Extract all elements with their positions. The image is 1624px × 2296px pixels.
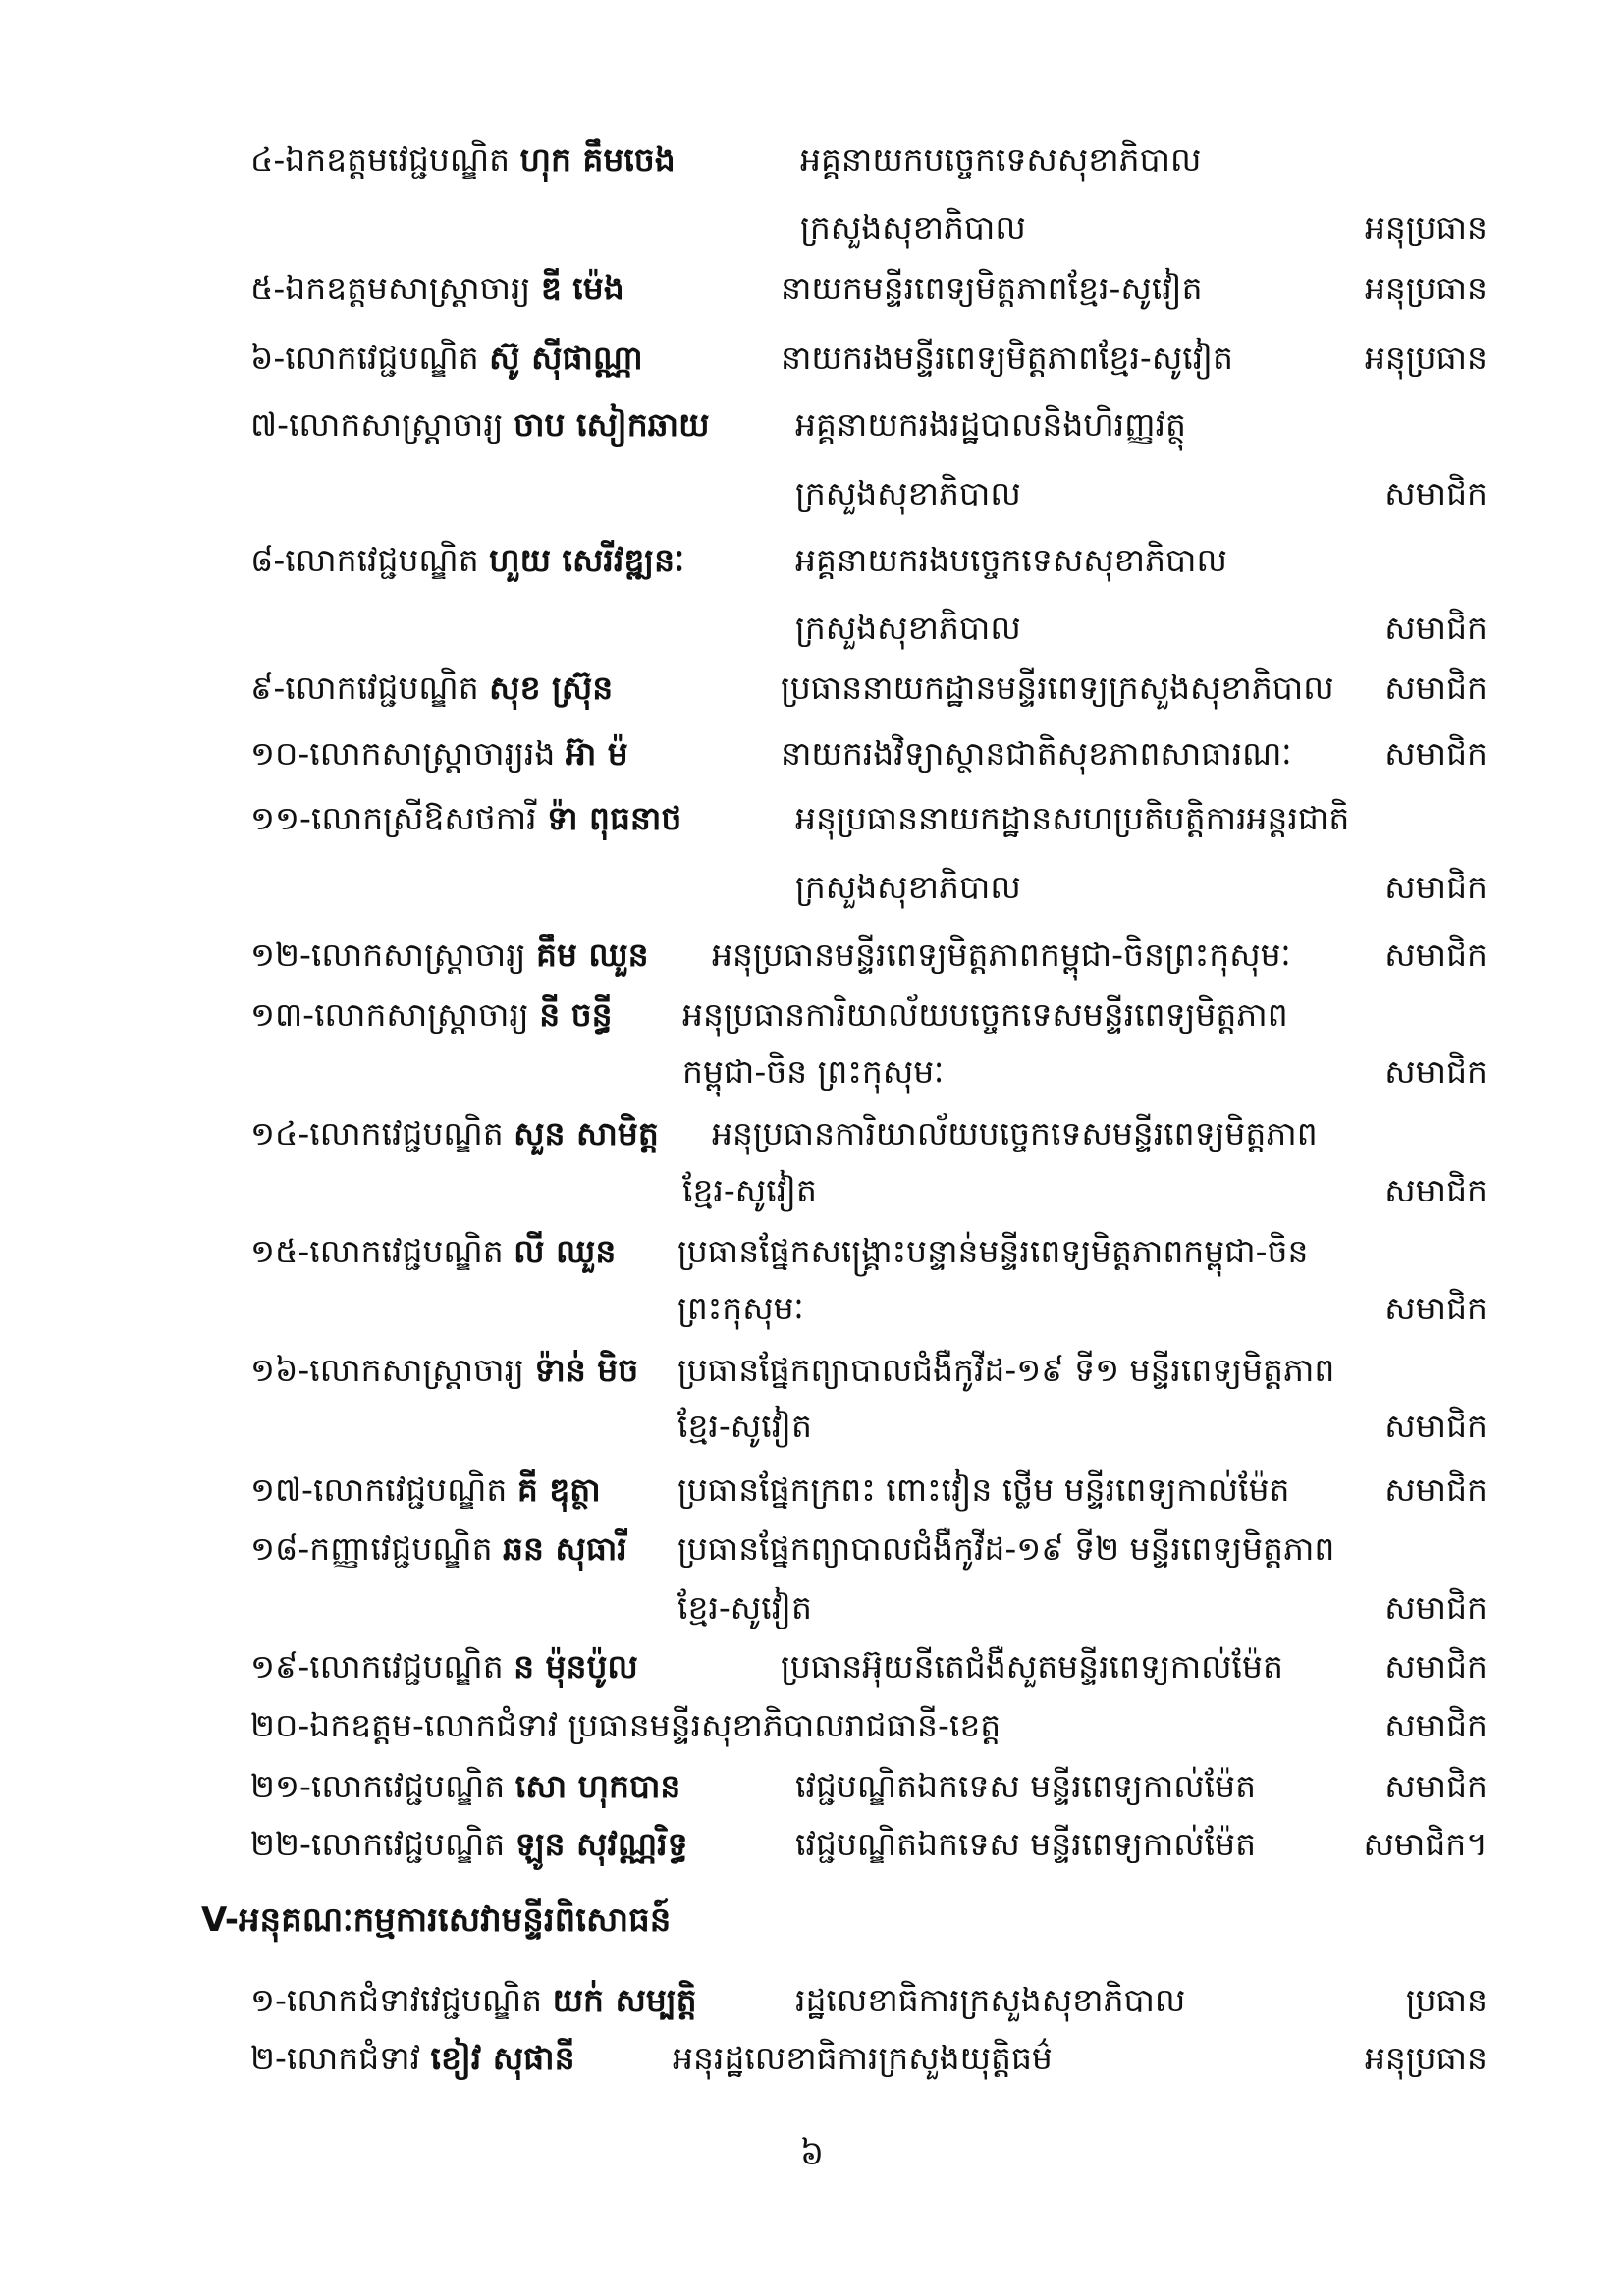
member-role: នាយករងមន្ទីរពេទ្យមិត្តភាពខ្មែរ-សូវៀត bbox=[781, 339, 1233, 377]
member-row bbox=[250, 261, 1488, 316]
member-status: សមាជិក bbox=[1384, 474, 1488, 512]
member-status: សមាជិក។ bbox=[1363, 1825, 1488, 1863]
member-name: សោ ហុកបាន bbox=[514, 1767, 681, 1805]
member-role: ប្រធានផ្នែកក្រពះ ពោះវៀន ថ្លើម មន្ទីរពេទ្យកាល់ម៉ែត bbox=[677, 1470, 1290, 1509]
member-name: ហួយ សេរីវឌ្ឍនៈ bbox=[489, 541, 685, 579]
member-status: សមាជិក bbox=[1384, 609, 1488, 647]
member-prefix: ២-លោកជំទាវ bbox=[250, 2039, 431, 2077]
member-name: គឹម ឈួន bbox=[536, 935, 649, 974]
member-prefix: ២២-លោកវេជ្ជបណ្ឌិត bbox=[250, 1825, 515, 1863]
member-row-continuation bbox=[250, 466, 1488, 521]
member-row bbox=[250, 1698, 1488, 1753]
member-role: អនុប្រធាននាយកដ្ឋានសហប្រតិបត្តិការអន្តរជាតិ bbox=[795, 799, 1350, 837]
member-name: ស៊ូ ស៊ីផាណ្ណា bbox=[489, 339, 643, 377]
member-status: សមាជិក bbox=[1384, 668, 1488, 707]
member-status: សមាជិក bbox=[1384, 1289, 1488, 1327]
member-name: យក់ សម្បត្តិ bbox=[552, 1981, 697, 2019]
member-row-continuation bbox=[250, 860, 1488, 915]
member-role: អគ្គនាយករងបច្ចេកទេសសុខាភិបាល bbox=[795, 541, 1227, 579]
member-status: សមាជិក bbox=[1384, 935, 1488, 974]
member-role: ព្រះកុសុមៈ bbox=[677, 1289, 804, 1327]
member-name: ហុក គឹមចេង bbox=[519, 140, 676, 179]
member-row bbox=[250, 1343, 1488, 1398]
member-role: ប្រធានអ៊ុយនីតេជំងឺសួតមន្ទីរពេទ្យកាល់ម៉ែត bbox=[781, 1647, 1283, 1685]
member-status: សមាជិក bbox=[1384, 1407, 1488, 1445]
member-prefix: ១៣-លោកសាស្ត្រាចារ្យ bbox=[250, 995, 540, 1034]
member-name: គី ឌុត្ថា bbox=[516, 1470, 601, 1509]
member-role: រដ្ឋលេខាធិការក្រសួងសុខាភិបាល bbox=[795, 1981, 1186, 2019]
member-row bbox=[250, 988, 1488, 1042]
member-prefix: ៥-ឯកឧត្តមសាស្ត្រាចារ្យ bbox=[250, 269, 541, 307]
member-role: វេជ្ជបណ្ឌិតឯកទេស មន្ទីរពេទ្យកាល់ម៉ែត bbox=[795, 1825, 1257, 1863]
member-prefix: ២១-លោកវេជ្ជបណ្ឌិត bbox=[250, 1767, 515, 1805]
member-role: ខ្មែរ-សូវៀត bbox=[682, 1171, 817, 1209]
member-status: សមាជិក bbox=[1384, 1470, 1488, 1509]
member-name: ទ៉ា ពុធនាថ bbox=[547, 799, 682, 837]
member-row bbox=[250, 1759, 1488, 1814]
member-role: ប្រធានផ្នែកព្យាបាលជំងឺកូវីដ-១៩ ទី១ មន្ទីរពេទ្យមិត្តភាព bbox=[677, 1351, 1335, 1389]
member-name: អ៊ា ម៉ bbox=[565, 734, 628, 773]
member-row bbox=[250, 331, 1488, 386]
member-prefix: ១២-លោកសាស្ត្រាចារ្យ bbox=[250, 935, 537, 974]
member-status: សមាជិក bbox=[1384, 1588, 1488, 1627]
member-name: នី ចន្ធី bbox=[539, 995, 613, 1034]
member-role: អនុប្រធានមន្ទីរពេទ្យមិត្តភាពកម្ពុជា-ចិនព្រះកុសុមៈ bbox=[712, 935, 1291, 974]
member-row bbox=[250, 1224, 1488, 1279]
member-row bbox=[250, 1639, 1488, 1694]
member-status: សមាជិក bbox=[1384, 1706, 1488, 1744]
member-role: ខ្មែរ-សូវៀត bbox=[677, 1407, 812, 1445]
member-row-continuation bbox=[250, 1580, 1488, 1635]
member-prefix: ៤-ឯកឧត្តមវេជ្ជបណ្ឌិត bbox=[250, 140, 520, 179]
member-prefix: ១០-លោកសាស្ត្រាចារ្យរង bbox=[250, 734, 566, 773]
member-prefix: ៨-លោកវេជ្ជបណ្ឌិត bbox=[250, 541, 490, 579]
member-prefix: ១៦-លោកសាស្ត្រាចារ្យ bbox=[250, 1351, 535, 1389]
member-role: កម្ពុជា-ចិន ព្រះកុសុមៈ bbox=[682, 1052, 945, 1091]
member-role: អនុប្រធានការិយាល័យបច្ចេកទេសមន្ទីរពេទ្យមិត្តភាព bbox=[712, 1114, 1318, 1152]
page-number: ៦ bbox=[799, 2134, 825, 2173]
member-prefix: ៦-លោកវេជ្ជបណ្ឌិត bbox=[250, 339, 490, 377]
member-row bbox=[250, 1106, 1488, 1161]
member-role: ក្រសួងសុខាភិបាល bbox=[795, 474, 1021, 512]
member-role: ប្រធានផ្នែកព្យាបាលជំងឺកូវីដ-១៩ ទី២ មន្ទីរពេទ្យមិត្តភាព bbox=[677, 1529, 1335, 1568]
member-row bbox=[250, 133, 1488, 187]
member-prefix: ២០-ឯកឧត្តម-លោកជំទាវ ប្រធានមន្ទីរសុខាភិបាលរាជធានី-ខេត្ត bbox=[250, 1706, 1001, 1744]
member-role: ក្រសួងសុខាភិបាល bbox=[795, 609, 1021, 647]
section-member-row bbox=[250, 2031, 1488, 2086]
member-role: នាយករងវិទ្យាស្ថានជាតិសុខភាពសាធារណៈ bbox=[781, 734, 1292, 773]
member-row-continuation bbox=[250, 601, 1488, 656]
member-status: សមាជិក bbox=[1384, 1052, 1488, 1091]
member-role: នាយកមន្ទីរពេទ្យមិត្តភាពខ្មែរ-សូវៀត bbox=[781, 269, 1203, 307]
member-role: ខ្មែរ-សូវៀត bbox=[677, 1588, 812, 1627]
member-name: ចាប សៀកឆាយ bbox=[514, 405, 710, 444]
member-status: សមាជិក bbox=[1384, 1171, 1488, 1209]
member-row bbox=[250, 533, 1488, 588]
member-prefix: ១៩-លោកវេជ្ជបណ្ឌិត bbox=[250, 1647, 514, 1685]
member-prefix: ១-លោកជំទាវវេជ្ជបណ្ឌិត bbox=[250, 1981, 553, 2019]
member-row bbox=[250, 661, 1488, 716]
member-role: អគ្គនាយកបច្ចេកទេសសុខាភិបាល bbox=[800, 140, 1202, 179]
member-status: សមាជិក bbox=[1384, 1647, 1488, 1685]
member-name: ឡូន សុវណ្ណរិទ្ធ bbox=[514, 1825, 688, 1863]
member-row bbox=[250, 726, 1488, 781]
member-status: ប្រធាន bbox=[1405, 1981, 1488, 2019]
member-status: សមាជិក bbox=[1384, 734, 1488, 773]
member-name: ឆន សុធារី bbox=[503, 1529, 627, 1568]
member-name: សួន សាមិត្ត bbox=[514, 1114, 659, 1152]
member-prefix: ១៨-កញ្ញាវេជ្ជបណ្ឌិត bbox=[250, 1529, 504, 1568]
member-row-continuation bbox=[250, 200, 1488, 255]
member-prefix: ៧-លោកសាស្ត្រាចារ្យ bbox=[250, 405, 514, 444]
member-row bbox=[250, 791, 1488, 846]
member-name: ទ៉ាន់ មិច bbox=[534, 1351, 639, 1389]
member-row-continuation bbox=[250, 1281, 1488, 1336]
member-role: វេជ្ជបណ្ឌិតឯកទេស មន្ទីរពេទ្យកាល់ម៉ែត bbox=[795, 1767, 1257, 1805]
section-heading: V-អនុគណៈកម្មការសេវាមន្ទីរពិសោធន៍ bbox=[201, 1900, 672, 1940]
member-row bbox=[250, 928, 1488, 983]
member-status: អនុប្រធាន bbox=[1364, 208, 1488, 246]
member-role: ក្រសួងសុខាភិបាល bbox=[795, 868, 1021, 906]
member-row bbox=[250, 1522, 1488, 1576]
member-row-continuation bbox=[250, 1044, 1488, 1099]
member-status: សមាជិក bbox=[1384, 1767, 1488, 1805]
member-row bbox=[250, 398, 1488, 453]
member-row bbox=[250, 1817, 1488, 1872]
member-prefix: ១១-លោកស្រីឱសថការី bbox=[250, 799, 548, 837]
member-status: អនុប្រធាន bbox=[1364, 2039, 1488, 2077]
member-prefix: ៩-លោកវេជ្ជបណ្ឌិត bbox=[250, 668, 490, 707]
member-role: អនុប្រធានការិយាល័យបច្ចេកទេសមន្ទីរពេទ្យមិត្តភាព bbox=[682, 995, 1288, 1034]
member-role: ប្រធាននាយកដ្ឋានមន្ទីរពេទ្យក្រសួងសុខាភិបាល bbox=[781, 668, 1334, 707]
member-role: ក្រសួងសុខាភិបាល bbox=[800, 208, 1026, 246]
member-prefix: ១៤-លោកវេជ្ជបណ្ឌិត bbox=[250, 1114, 514, 1152]
member-status: អនុប្រធាន bbox=[1364, 339, 1488, 377]
member-row-continuation bbox=[250, 1163, 1488, 1218]
member-name: សុខ ស្រ៊ុន bbox=[489, 668, 614, 707]
member-name: ឌី ម៉េង bbox=[540, 269, 624, 307]
member-status: អនុប្រធាន bbox=[1364, 269, 1488, 307]
member-name: ន ម៉ុនប៉ូល bbox=[514, 1647, 638, 1685]
member-role: ប្រធានផ្នែកសង្គ្រោះបន្ទាន់មន្ទីរពេទ្យមិត្តភាពកម្ពុជា-ចិន bbox=[677, 1232, 1309, 1270]
section-member-row bbox=[250, 1973, 1488, 2028]
member-name: លី ឈួន bbox=[514, 1232, 617, 1270]
member-prefix: ១៧-លោកវេជ្ជបណ្ឌិត bbox=[250, 1470, 517, 1509]
member-role: អគ្គនាយករងរដ្ឋបាលនិងហិរញ្ញវត្ថុ bbox=[795, 405, 1186, 444]
member-name: ខៀវ សុផានី bbox=[430, 2039, 575, 2077]
member-status: សមាជិក bbox=[1384, 868, 1488, 906]
member-row-continuation bbox=[250, 1399, 1488, 1454]
member-prefix: ១៥-លោកវេជ្ជបណ្ឌិត bbox=[250, 1232, 514, 1270]
member-role: អនុរដ្ឋលេខាធិការក្រសួងយុត្តិធម៌ bbox=[673, 2039, 1053, 2077]
member-row bbox=[250, 1463, 1488, 1518]
